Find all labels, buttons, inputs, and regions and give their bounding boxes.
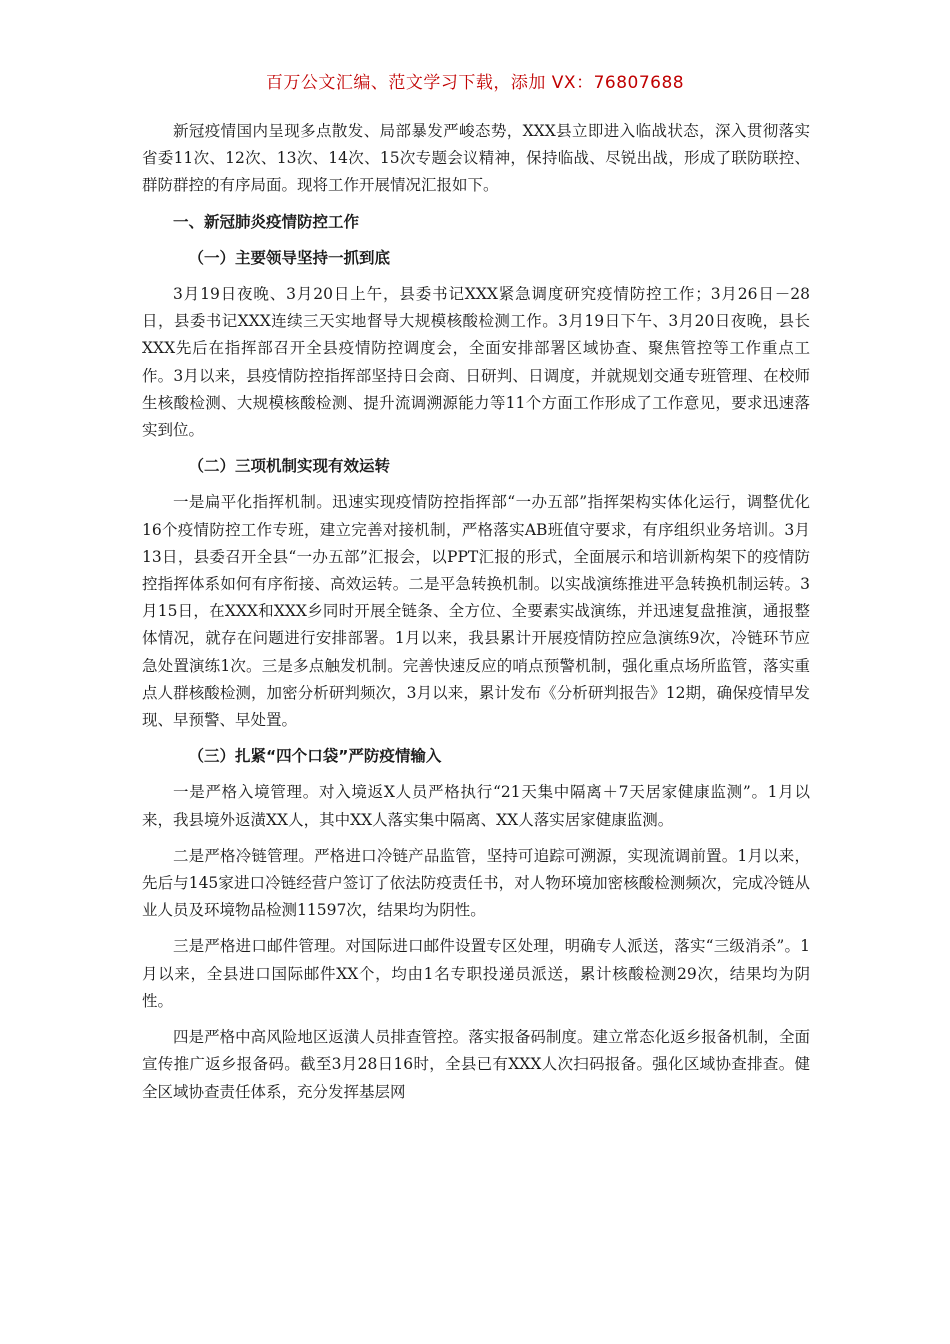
subsection-3-paragraph-mail: 三是严格进口邮件管理。对国际进口邮件设置专区处理，明确专人派送，落实“三级消杀”。1月以来，全县进口国际邮件XX个，均由1名专职投递员派送，累计核酸检测29次，结果均为阴性。: [142, 937, 810, 1010]
download-banner: 百万公文汇编、范文学习下载，添加 VX：76807688: [265, 73, 685, 93]
subsection-2-paragraph: 一是扁平化指挥机制。迅速实现疫情防控指挥部“一办五部”指挥架构实体化运行，调整优化16个疫情防控工作专班，建立完善对接机制，严格落实AB班值守要求，有序组织业务培训。3月13日，县委召开全县“一办五部”汇报会，以PPT汇报的形式，全面展示和培训新构架下的疫情防控指挥体系如何有序衔接、高效运转。二是平急转换机制。以实战演练推进平急转换机制运转。3月15日，在XXX和XXX乡同时开展全链条、全方位、全要素实战演练，并迅速复盘推演，通报整体情况，就存在问题进行安排部署。1月以来，我县累计开展疫情防控应急演练9次，冷链环节应急处置演练1次。三是多点触发机制。完善快速反应的哨点预警机制，强化重点场所监管，落实重点人群核酸检测，加密分析研判频次，3月以来，累计发布《分析研判报告》12期，确保疫情早发现、早预警、早处置。: [142, 493, 810, 730]
subsection-1-paragraph: 3月19日夜晚、3月20日上午，县委书记XXX紧急调度研究疫情防控工作；3月26日－28日，县委书记XXX连续三天实地督导大规模核酸检测工作。3月19日下午、3月20日夜晚，县长XXX先后在指挥部召开全县疫情防控调度会，全面安排部署区域协查、聚焦管控等工作重点工作。3月以来，县疫情防控指挥部坚持日会商、日研判、日调度，并就规划交通专班管理、在校师生核酸检测、大规模核酸检测、提升流调溯源能力等11个方面工作形成了工作意见，要求迅速落实到位。: [142, 285, 810, 440]
subsection-heading-1: （一）主要领导坚持一抓到底: [188, 248, 391, 267]
section-heading-1: 一、新冠肺炎疫情防控工作: [173, 212, 360, 231]
subsection-3-paragraph-entry: 一是严格入境管理。对入境返X人员严格执行“21天集中隔离＋7天居家健康监测”。1月以来，我县境外返潢XX人，其中XX人落实集中隔离、XX人落实居家健康监测。: [142, 783, 810, 829]
document-body: [142, 118, 810, 1115]
subsection-3-paragraph-returnees: 四是严格中高风险地区返潢人员排查管控。落实报备码制度。建立常态化返乡报备机制，全面宣传推广返乡报备码。截至3月28日16时，全县已有XXX人次扫码报备。强化区域协查排查。健全区域协查责任体系，充分发挥基层网: [142, 1028, 810, 1101]
subsection-heading-3: （三）扎紧“四个口袋”严防疫情输入: [188, 747, 442, 766]
intro-paragraph: 新冠疫情国内呈现多点散发、局部暴发严峻态势，XXX县立即进入临战状态，深入贯彻落实省委11次、12次、13次、14次、15次专题会议精神，保持临战、尽锐出战，形成了联防联控、群防群控的有序局面。现将工作开展情况汇报如下。: [142, 122, 810, 195]
subsection-3-paragraph-coldchain: 二是严格冷链管理。严格进口冷链产品监管，坚持可追踪可溯源，实现流调前置。1月以来，先后与145家进口冷链经营户签订了依法防疫责任书，对人物环境加密核酸检测频次，完成冷链从业人员及环境物品检测11597次，结果均为阴性。: [142, 846, 810, 920]
subsection-heading-2: （二）三项机制实现有效运转: [188, 457, 391, 476]
